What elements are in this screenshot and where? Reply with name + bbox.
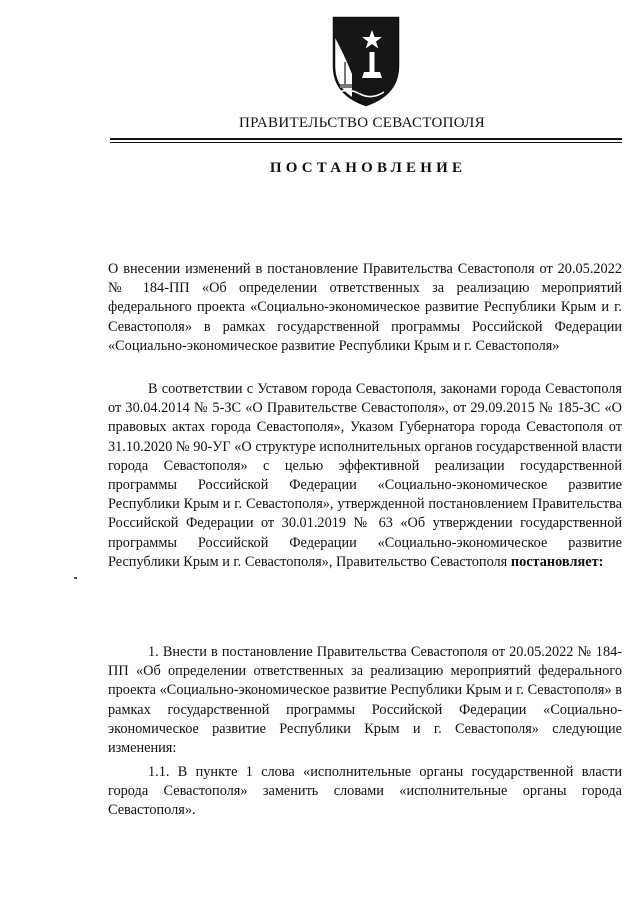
sevastopol-coat-of-arms-icon <box>330 14 402 108</box>
preamble-text: В соответствии с Уставом города Севастополя, законами города Севастополя от 30.04.2014 № 5-ЗС «О Правительстве Севастополя», от 29.09.2015 № 185-ЗС «О правовых актах города Севастополя», Указом Губернатора города Севастополя от 31.10.2020 № 90-УГ «О структуре исполнительных органов государственной власти города Севастополя» с целью эффективной реализации государственной программы Российской Федерации «Социально-экономическое развитие Республики Крым и г. Севастополя», утвержденной постановлением Правительства Российской Федерации от 30.01.2019 № 63 «Об утверждении государственной программы Российской Федерации «Социально-экономическое развитие Республики Крым и г. Севастополя», Правительство Севастополя <box>108 381 622 570</box>
document-type: ПОСТАНОВЛЕНИЕ <box>269 160 467 176</box>
clause-1-1: 1.1. В пункте 1 слова «исполнительные органы государственной власти города Севастополя» заменить словами «исполнительные органы города Севастополя». <box>108 764 622 819</box>
preamble-paragraph <box>108 380 622 572</box>
government-name: ПРАВИТЕЛЬСТВО СЕВАСТОПОЛЯ <box>239 115 485 131</box>
resolution-subject: О внесении изменений в постановление Правительства Севастополя от 20.05.2022 № 184-ПП «Об определении ответственных за реализацию мероприятий федерального проекта «Социально-экономическое развитие Республики Крым и г. Севастополя» в рамках государственной программы Российской Федерации «Социально-экономическое развитие Республики Крым и г. Севастополя» <box>108 261 622 354</box>
margin-mark <box>74 577 77 579</box>
header-divider-thin <box>110 142 622 143</box>
header-divider <box>110 138 622 140</box>
resolves-keyword: постановляет: <box>510 553 604 570</box>
clause-1: 1. Внести в постановление Правительства Севастополя от 20.05.2022 № 184-ПП «Об определении ответственных за реализацию мероприятий федерального проекта «Социально-экономическое развитие Республики Крым и г. Севастополя» в рамках государственной программы Российской Федерации «Социально-экономическое развитие Республики Крым и г. Севастополя» следующие изменения: <box>108 644 622 757</box>
